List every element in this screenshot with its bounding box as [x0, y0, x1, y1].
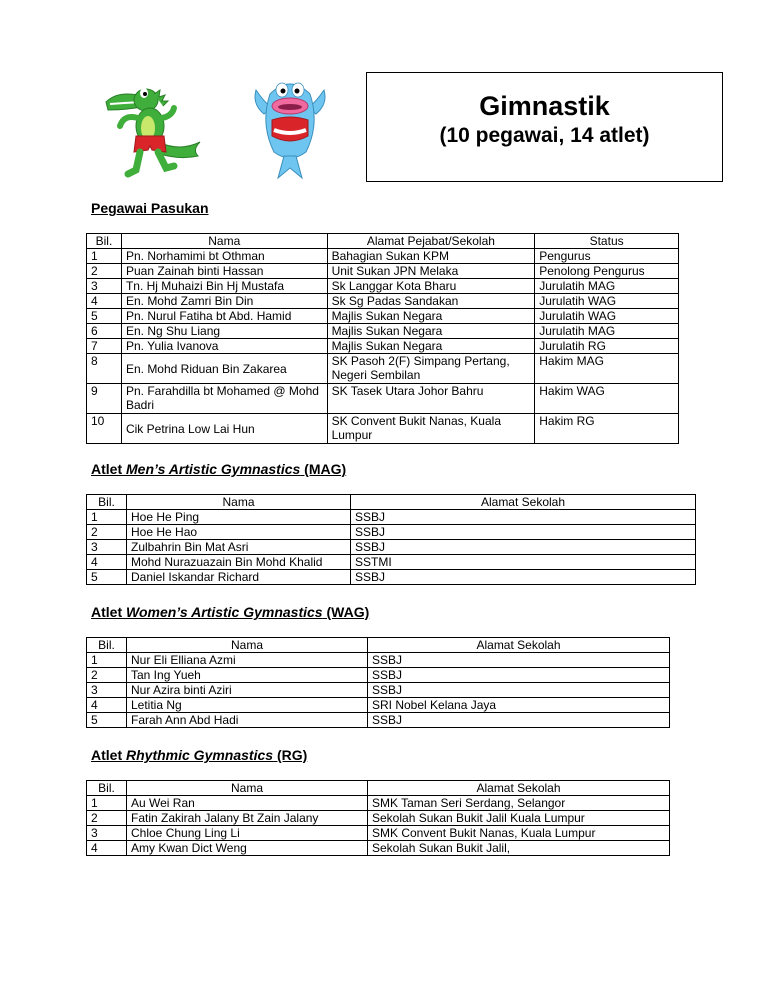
cell-number: 7 — [87, 339, 122, 354]
table-row — [87, 811, 670, 826]
table-row — [87, 841, 670, 856]
cell-status: Hakim WAG — [535, 384, 679, 414]
table-row — [87, 540, 696, 555]
cell-name: Zulbahrin Bin Mat Asri — [127, 540, 351, 555]
cell-name: Tn. Hj Muhaizi Bin Hj Mustafa — [121, 279, 327, 294]
heading-code: (RG) — [273, 747, 308, 763]
column-header: Alamat Sekolah — [368, 638, 670, 653]
cell-name: Daniel Iskandar Richard — [127, 570, 351, 585]
column-header: Bil. — [87, 781, 127, 796]
table-header-row — [87, 638, 670, 653]
cell-school: SRI Nobel Kelana Jaya — [368, 698, 670, 713]
cell-number: 9 — [87, 384, 122, 414]
cell-school: Sekolah Sukan Bukit Jalil, — [368, 841, 670, 856]
cell-number: 3 — [87, 279, 122, 294]
cell-number: 4 — [87, 294, 122, 309]
heading-discipline: Rhythmic Gymnastics — [126, 747, 274, 763]
table-row — [87, 713, 670, 728]
table-row — [87, 510, 696, 525]
column-header: Nama — [121, 234, 327, 249]
cell-status: Jurulatih RG — [535, 339, 679, 354]
cell-number: 8 — [87, 354, 122, 384]
cell-name: Nur Eli Elliana Azmi — [127, 653, 368, 668]
heading-discipline: Women’s Artistic Gymnastics — [126, 604, 323, 620]
cell-address: Unit Sukan JPN Melaka — [327, 264, 535, 279]
table-row — [87, 249, 679, 264]
table-row — [87, 653, 670, 668]
heading-prefix: Atlet — [91, 461, 126, 477]
cell-school: SSBJ — [368, 653, 670, 668]
mag-table — [86, 494, 696, 585]
title-box — [366, 72, 723, 182]
cell-number: 10 — [87, 414, 122, 444]
column-header: Nama — [127, 781, 368, 796]
table-row — [87, 555, 696, 570]
cell-status: Penolong Pengurus — [535, 264, 679, 279]
rg-table — [86, 780, 670, 856]
column-header: Nama — [127, 638, 368, 653]
cell-school: SSBJ — [351, 540, 696, 555]
cell-school: SSBJ — [368, 713, 670, 728]
heading-discipline: Men’s Artistic Gymnastics — [126, 461, 301, 477]
cell-name: Pn. Nurul Fatiha bt Abd. Hamid — [121, 309, 327, 324]
cell-status: Jurulatih MAG — [535, 279, 679, 294]
cell-address: Sk Sg Padas Sandakan — [327, 294, 535, 309]
cell-name: Pn. Yulia Ivanova — [121, 339, 327, 354]
cell-address: Majlis Sukan Negara — [327, 324, 535, 339]
fish-mascot-icon — [250, 74, 330, 186]
cell-school: SMK Convent Bukit Nanas, Kuala Lumpur — [368, 826, 670, 841]
cell-school: SSBJ — [368, 683, 670, 698]
table-row — [87, 279, 679, 294]
cell-name: En. Mohd Zamri Bin Din — [121, 294, 327, 309]
cell-address: SK Tasek Utara Johor Bahru — [327, 384, 535, 414]
heading-code: (WAG) — [322, 604, 370, 620]
cell-name: Mohd Nurazuazain Bin Mohd Khalid — [127, 555, 351, 570]
cell-number: 5 — [87, 309, 122, 324]
cell-number: 2 — [87, 264, 122, 279]
column-header: Alamat Pejabat/Sekolah — [327, 234, 535, 249]
cell-address: Sk Langgar Kota Bharu — [327, 279, 535, 294]
cell-number: 4 — [87, 698, 127, 713]
cell-status: Jurulatih WAG — [535, 309, 679, 324]
mag-heading — [91, 461, 346, 477]
wag-heading — [91, 604, 369, 620]
table-row — [87, 339, 679, 354]
cell-school: SSBJ — [368, 668, 670, 683]
cell-number: 1 — [87, 510, 127, 525]
cell-name: En. Mohd Riduan Bin Zakarea — [121, 354, 327, 384]
table-header-row — [87, 781, 670, 796]
cell-number: 2 — [87, 668, 127, 683]
cell-number: 4 — [87, 841, 127, 856]
table-row — [87, 264, 679, 279]
table-row — [87, 354, 679, 384]
cell-address: SK Pasoh 2(F) Simpang Pertang, Negeri Sembilan — [327, 354, 535, 384]
table-header-row — [87, 495, 696, 510]
cell-name: Tan Ing Yueh — [127, 668, 368, 683]
table-header-row — [87, 234, 679, 249]
cell-school: SSBJ — [351, 525, 696, 540]
table-row — [87, 826, 670, 841]
rg-heading — [91, 747, 307, 763]
wag-table — [86, 637, 670, 728]
heading-prefix: Atlet — [91, 747, 126, 763]
cell-name: En. Ng Shu Liang — [121, 324, 327, 339]
cell-name: Au Wei Ran — [127, 796, 368, 811]
cell-number: 5 — [87, 713, 127, 728]
cell-name: Puan Zainah binti Hassan — [121, 264, 327, 279]
cell-number: 1 — [87, 249, 122, 264]
cell-school: SMK Taman Seri Serdang, Selangor — [368, 796, 670, 811]
cell-status: Pengurus — [535, 249, 679, 264]
cell-number: 3 — [87, 540, 127, 555]
column-header: Alamat Sekolah — [368, 781, 670, 796]
cell-number: 3 — [87, 683, 127, 698]
cell-address: SK Convent Bukit Nanas, Kuala Lumpur — [327, 414, 535, 444]
table-row — [87, 525, 696, 540]
cell-address: Majlis Sukan Negara — [327, 309, 535, 324]
cell-name: Pn. Farahdilla bt Mohamed @ Mohd Badri — [121, 384, 327, 414]
cell-name: Cik Petrina Low Lai Hun — [121, 414, 327, 444]
cell-address: Majlis Sukan Negara — [327, 339, 535, 354]
officials-table — [86, 233, 679, 444]
table-row — [87, 570, 696, 585]
cell-school: Sekolah Sukan Bukit Jalil Kuala Lumpur — [368, 811, 670, 826]
cell-number: 2 — [87, 525, 127, 540]
officials-heading: Pegawai Pasukan — [91, 200, 209, 216]
cell-status: Jurulatih MAG — [535, 324, 679, 339]
table-row — [87, 294, 679, 309]
column-header: Bil. — [87, 234, 122, 249]
cell-number: 1 — [87, 653, 127, 668]
column-header: Bil. — [87, 638, 127, 653]
cell-school: SSTMI — [351, 555, 696, 570]
table-row — [87, 414, 679, 444]
table-row — [87, 324, 679, 339]
crocodile-mascot-icon — [100, 80, 205, 180]
column-header: Alamat Sekolah — [351, 495, 696, 510]
column-header: Nama — [127, 495, 351, 510]
cell-name: Pn. Norhamimi bt Othman — [121, 249, 327, 264]
table-row — [87, 384, 679, 414]
cell-name: Fatin Zakirah Jalany Bt Zain Jalany — [127, 811, 368, 826]
cell-school: SSBJ — [351, 570, 696, 585]
table-row — [87, 796, 670, 811]
cell-number: 6 — [87, 324, 122, 339]
cell-name: Chloe Chung Ling Li — [127, 826, 368, 841]
cell-number: 3 — [87, 826, 127, 841]
cell-name: Letitia Ng — [127, 698, 368, 713]
cell-name: Farah Ann Abd Hadi — [127, 713, 368, 728]
cell-status: Hakim RG — [535, 414, 679, 444]
table-row — [87, 683, 670, 698]
cell-number: 5 — [87, 570, 127, 585]
cell-name: Nur Azira binti Aziri — [127, 683, 368, 698]
cell-number: 1 — [87, 796, 127, 811]
cell-status: Jurulatih WAG — [535, 294, 679, 309]
cell-number: 4 — [87, 555, 127, 570]
cell-school: SSBJ — [351, 510, 696, 525]
heading-prefix: Atlet — [91, 604, 126, 620]
table-row — [87, 668, 670, 683]
page-subtitle: (10 pegawai, 14 atlet) — [439, 124, 650, 147]
cell-number: 2 — [87, 811, 127, 826]
heading-code: (MAG) — [300, 461, 347, 477]
cell-name: Hoe He Ping — [127, 510, 351, 525]
column-header: Bil. — [87, 495, 127, 510]
table-row — [87, 698, 670, 713]
cell-name: Hoe He Hao — [127, 525, 351, 540]
page-title: Gimnastik — [479, 91, 610, 121]
column-header: Status — [535, 234, 679, 249]
table-row — [87, 309, 679, 324]
cell-status: Hakim MAG — [535, 354, 679, 384]
cell-address: Bahagian Sukan KPM — [327, 249, 535, 264]
cell-name: Amy Kwan Dict Weng — [127, 841, 368, 856]
